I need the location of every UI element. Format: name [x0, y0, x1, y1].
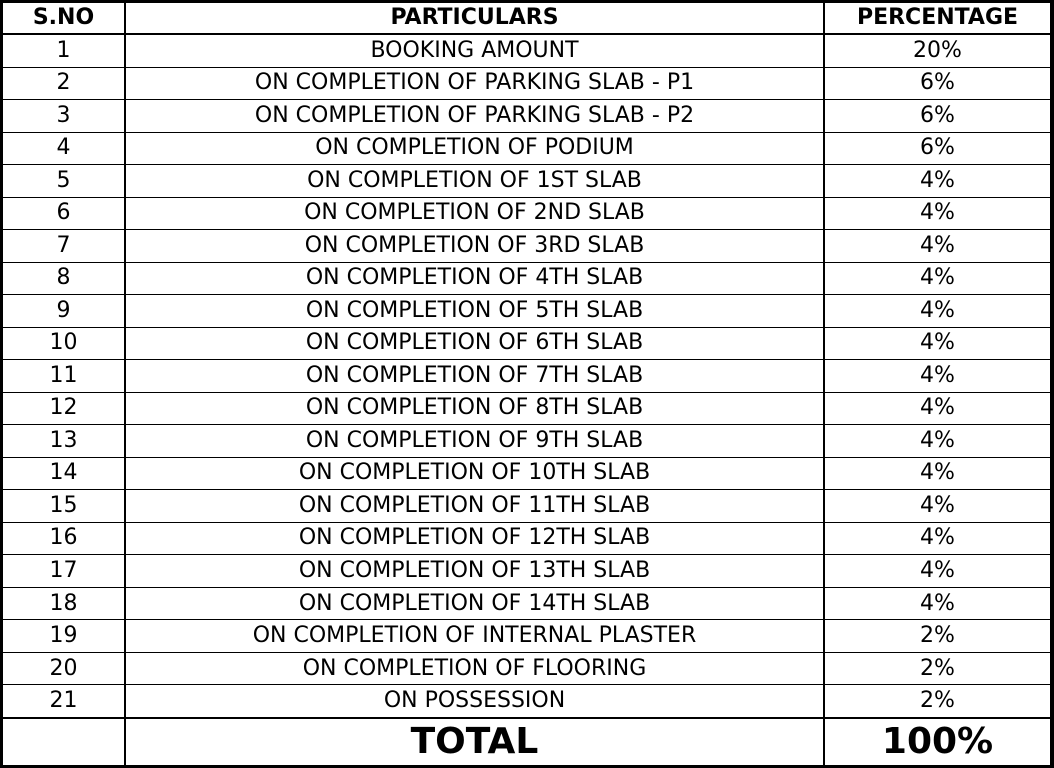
row-percentage: 6%: [824, 132, 1050, 165]
row-sno: 10: [3, 327, 125, 360]
row-sno: 5: [3, 165, 125, 198]
header-particulars: PARTICULARS: [125, 3, 824, 34]
row-particulars: ON COMPLETION OF PARKING SLAB - P2: [125, 100, 824, 133]
table-row: [3, 587, 1050, 620]
table-row: [3, 197, 1050, 230]
row-particulars: ON POSSESSION: [125, 685, 824, 718]
total-percentage: 100%: [824, 718, 1050, 765]
row-sno: 1: [3, 34, 125, 67]
total-label: TOTAL: [125, 718, 824, 765]
table-row: [3, 230, 1050, 263]
row-sno: 14: [3, 457, 125, 490]
row-particulars: ON COMPLETION OF 12TH SLAB: [125, 522, 824, 555]
row-sno: 20: [3, 652, 125, 685]
table-row: [3, 327, 1050, 360]
row-particulars: ON COMPLETION OF 3RD SLAB: [125, 230, 824, 263]
row-sno: 12: [3, 392, 125, 425]
row-sno: 19: [3, 620, 125, 653]
row-percentage: 2%: [824, 652, 1050, 685]
header-sno: S.NO: [3, 3, 125, 34]
row-particulars: ON COMPLETION OF 2ND SLAB: [125, 197, 824, 230]
row-sno: 6: [3, 197, 125, 230]
table-row: [3, 295, 1050, 328]
row-percentage: 6%: [824, 67, 1050, 100]
row-percentage: 4%: [824, 555, 1050, 588]
row-sno: 13: [3, 425, 125, 458]
row-percentage: 2%: [824, 685, 1050, 718]
table-row: [3, 685, 1050, 718]
row-particulars: ON COMPLETION OF 4TH SLAB: [125, 262, 824, 295]
row-sno: 4: [3, 132, 125, 165]
table-row: [3, 490, 1050, 523]
table-row: [3, 392, 1050, 425]
row-sno: 16: [3, 522, 125, 555]
row-percentage: 4%: [824, 425, 1050, 458]
row-percentage: 4%: [824, 392, 1050, 425]
row-sno: 18: [3, 587, 125, 620]
row-sno: 17: [3, 555, 125, 588]
row-particulars: ON COMPLETION OF 9TH SLAB: [125, 425, 824, 458]
table-row: [3, 165, 1050, 198]
row-percentage: 20%: [824, 34, 1050, 67]
row-percentage: 4%: [824, 262, 1050, 295]
row-sno: 21: [3, 685, 125, 718]
row-sno: 11: [3, 360, 125, 393]
row-sno: 9: [3, 295, 125, 328]
row-particulars: ON COMPLETION OF FLOORING: [125, 652, 824, 685]
row-particulars: ON COMPLETION OF 11TH SLAB: [125, 490, 824, 523]
row-percentage: 4%: [824, 457, 1050, 490]
table-row: [3, 555, 1050, 588]
row-particulars: ON COMPLETION OF 14TH SLAB: [125, 587, 824, 620]
table-row: [3, 522, 1050, 555]
row-percentage: 4%: [824, 327, 1050, 360]
row-percentage: 4%: [824, 197, 1050, 230]
row-sno: 7: [3, 230, 125, 263]
table-row: [3, 425, 1050, 458]
row-percentage: 4%: [824, 360, 1050, 393]
row-particulars: ON COMPLETION OF PARKING SLAB - P1: [125, 67, 824, 100]
total-row: [3, 718, 1050, 765]
row-percentage: 6%: [824, 100, 1050, 133]
row-particulars: ON COMPLETION OF 1ST SLAB: [125, 165, 824, 198]
table-row: [3, 457, 1050, 490]
row-percentage: 2%: [824, 620, 1050, 653]
table-row: [3, 652, 1050, 685]
row-particulars: ON COMPLETION OF PODIUM: [125, 132, 824, 165]
row-particulars: ON COMPLETION OF INTERNAL PLASTER: [125, 620, 824, 653]
table-row: [3, 34, 1050, 67]
row-percentage: 4%: [824, 490, 1050, 523]
table-row: [3, 100, 1050, 133]
row-percentage: 4%: [824, 165, 1050, 198]
row-sno: 2: [3, 67, 125, 100]
header-row: [3, 3, 1050, 34]
row-particulars: ON COMPLETION OF 7TH SLAB: [125, 360, 824, 393]
table-row: [3, 132, 1050, 165]
row-particulars: ON COMPLETION OF 13TH SLAB: [125, 555, 824, 588]
payment-schedule-table: [3, 3, 1050, 765]
row-percentage: 4%: [824, 522, 1050, 555]
total-sno: [3, 718, 125, 765]
header-percentage: PERCENTAGE: [824, 3, 1050, 34]
table-row: [3, 360, 1050, 393]
row-sno: 8: [3, 262, 125, 295]
row-particulars: ON COMPLETION OF 6TH SLAB: [125, 327, 824, 360]
row-particulars: ON COMPLETION OF 8TH SLAB: [125, 392, 824, 425]
table-row: [3, 620, 1050, 653]
row-particulars: ON COMPLETION OF 10TH SLAB: [125, 457, 824, 490]
row-percentage: 4%: [824, 587, 1050, 620]
row-particulars: ON COMPLETION OF 5TH SLAB: [125, 295, 824, 328]
row-particulars: BOOKING AMOUNT: [125, 34, 824, 67]
row-sno: 15: [3, 490, 125, 523]
table-row: [3, 67, 1050, 100]
row-percentage: 4%: [824, 295, 1050, 328]
table-row: [3, 262, 1050, 295]
row-sno: 3: [3, 100, 125, 133]
row-percentage: 4%: [824, 230, 1050, 263]
